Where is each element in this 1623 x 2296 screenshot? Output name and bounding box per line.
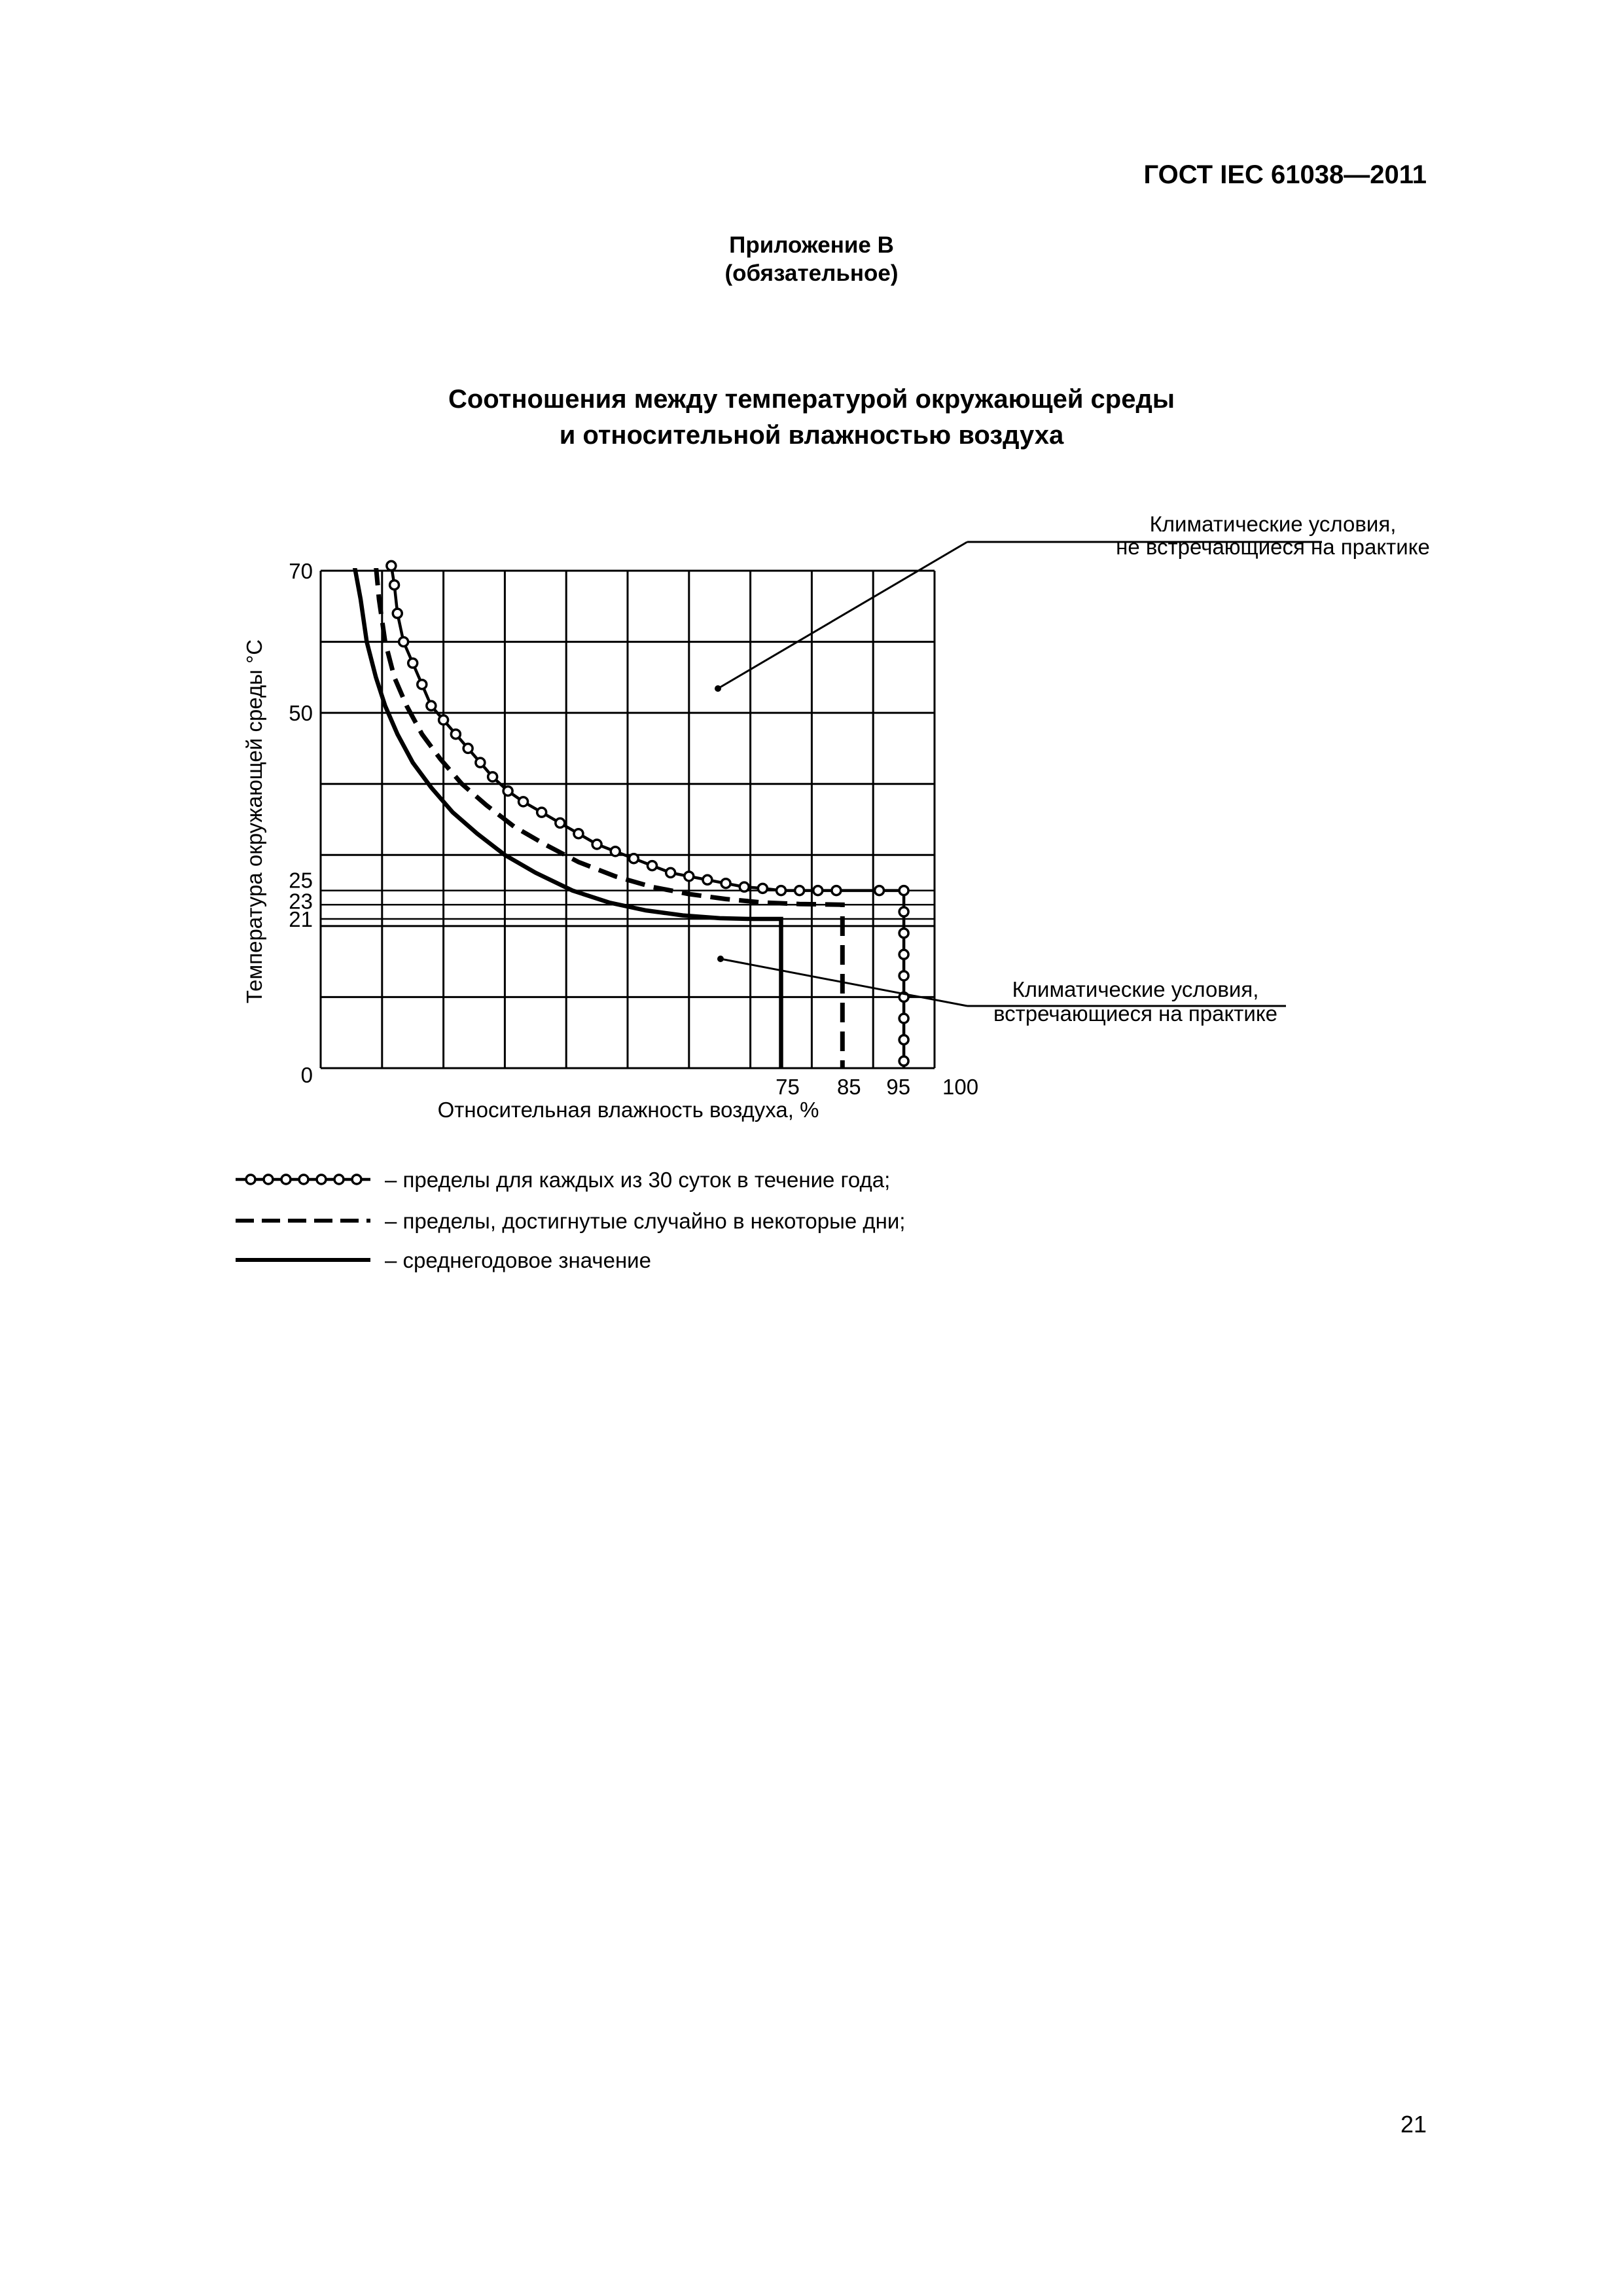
series-marker bbox=[703, 875, 712, 884]
chart-legend bbox=[236, 1168, 905, 1272]
series-marker bbox=[721, 879, 730, 888]
y-tick-label: 50 bbox=[289, 701, 313, 726]
series-marker bbox=[503, 787, 512, 796]
series-marker bbox=[387, 561, 396, 570]
figure-title-line-2: и относительной влажностью воздуха bbox=[559, 421, 1064, 450]
legend-marker bbox=[281, 1175, 291, 1184]
annotation-not-occurring bbox=[715, 512, 1430, 692]
series-marker bbox=[899, 1014, 908, 1023]
series-marker bbox=[418, 680, 427, 689]
legend-marker bbox=[317, 1175, 326, 1184]
y-tick-label: 23 bbox=[289, 889, 313, 914]
series-marker bbox=[777, 886, 786, 895]
y-tick-label: 0 bbox=[300, 1063, 313, 1087]
annotation-occurring-line-2: встречающиеся на практике bbox=[993, 1001, 1277, 1026]
appendix-title: Приложение В bbox=[729, 232, 894, 258]
series-marker bbox=[875, 886, 884, 895]
legend-marker bbox=[352, 1175, 361, 1184]
x-tick-label: 75 bbox=[776, 1075, 800, 1099]
series-marker bbox=[399, 637, 408, 647]
series-marker bbox=[393, 609, 402, 618]
annotation-not-occurring-line-1: Климатические условия, bbox=[1149, 512, 1397, 536]
legend-label-3: – среднегодовое значение bbox=[385, 1248, 651, 1272]
legend-marker bbox=[299, 1175, 308, 1184]
document-id: ГОСТ IEC 61038—2011 bbox=[1143, 160, 1427, 189]
y-tick-label: 25 bbox=[289, 868, 313, 893]
annotation-dot bbox=[715, 685, 721, 692]
chart-series bbox=[355, 561, 909, 1068]
annotation-occurring bbox=[717, 956, 1286, 1026]
series-marker bbox=[574, 829, 583, 838]
legend-label-2: – пределы, достигнутые случайно в некоторые дни; bbox=[385, 1209, 906, 1233]
series-marker bbox=[427, 701, 436, 710]
series-marker bbox=[899, 929, 908, 938]
series-marker bbox=[795, 886, 804, 895]
series-marker bbox=[488, 772, 497, 781]
series-marker bbox=[832, 886, 841, 895]
series-marker bbox=[519, 797, 528, 806]
y-axis-label: Температура окружающей среды °С bbox=[242, 639, 266, 1004]
legend-marker bbox=[246, 1175, 255, 1184]
series-marker bbox=[629, 854, 638, 863]
series-marker bbox=[899, 971, 908, 980]
series-marker bbox=[685, 872, 694, 881]
figure-title-line-1: Соотношения между температурой окружающей среды bbox=[448, 385, 1175, 414]
x-tick-label: 100 bbox=[942, 1075, 979, 1099]
chart-grid bbox=[321, 571, 935, 1068]
page-number: 21 bbox=[1400, 2111, 1427, 2138]
series-marker bbox=[813, 886, 823, 895]
annotation-not-occurring-line-2: не встречающиеся на практике bbox=[1116, 535, 1430, 559]
series-marker bbox=[899, 907, 908, 916]
y-tick-label: 21 bbox=[289, 907, 313, 931]
annotation-leader-line bbox=[721, 959, 967, 1006]
series-marker bbox=[740, 882, 749, 891]
annotation-dot bbox=[717, 956, 724, 962]
series-marker bbox=[899, 886, 908, 895]
legend-marker bbox=[334, 1175, 344, 1184]
series-marker bbox=[611, 847, 620, 856]
series-marker bbox=[556, 818, 565, 827]
series-marker bbox=[592, 840, 601, 849]
series-marker bbox=[537, 808, 546, 817]
x-tick-label: 95 bbox=[886, 1075, 911, 1099]
series-marker bbox=[899, 950, 908, 959]
x-tick-label: 85 bbox=[836, 1075, 861, 1099]
series-marker bbox=[451, 730, 460, 739]
series-marker bbox=[899, 1035, 908, 1045]
series-marker bbox=[648, 861, 657, 870]
series-marker bbox=[899, 1056, 908, 1066]
x-axis-label: Относительная влажность воздуха, % bbox=[437, 1098, 819, 1122]
series-marker bbox=[463, 744, 473, 753]
annotation-leader-line bbox=[718, 542, 967, 689]
series-marker bbox=[439, 715, 448, 725]
series-marker bbox=[476, 758, 485, 767]
appendix-kind: (обязательное) bbox=[724, 260, 899, 286]
legend-marker bbox=[264, 1175, 273, 1184]
chart-ticks bbox=[289, 559, 978, 1099]
series-marker bbox=[758, 884, 767, 893]
legend-label-1: – пределы для каждых из 30 суток в течение года; bbox=[385, 1168, 891, 1192]
series-marker bbox=[666, 868, 675, 877]
annotation-occurring-line-1: Климатические условия, bbox=[1012, 977, 1259, 1001]
series-marker bbox=[408, 658, 418, 668]
series-marker bbox=[390, 581, 399, 590]
y-tick-label: 70 bbox=[289, 559, 313, 583]
